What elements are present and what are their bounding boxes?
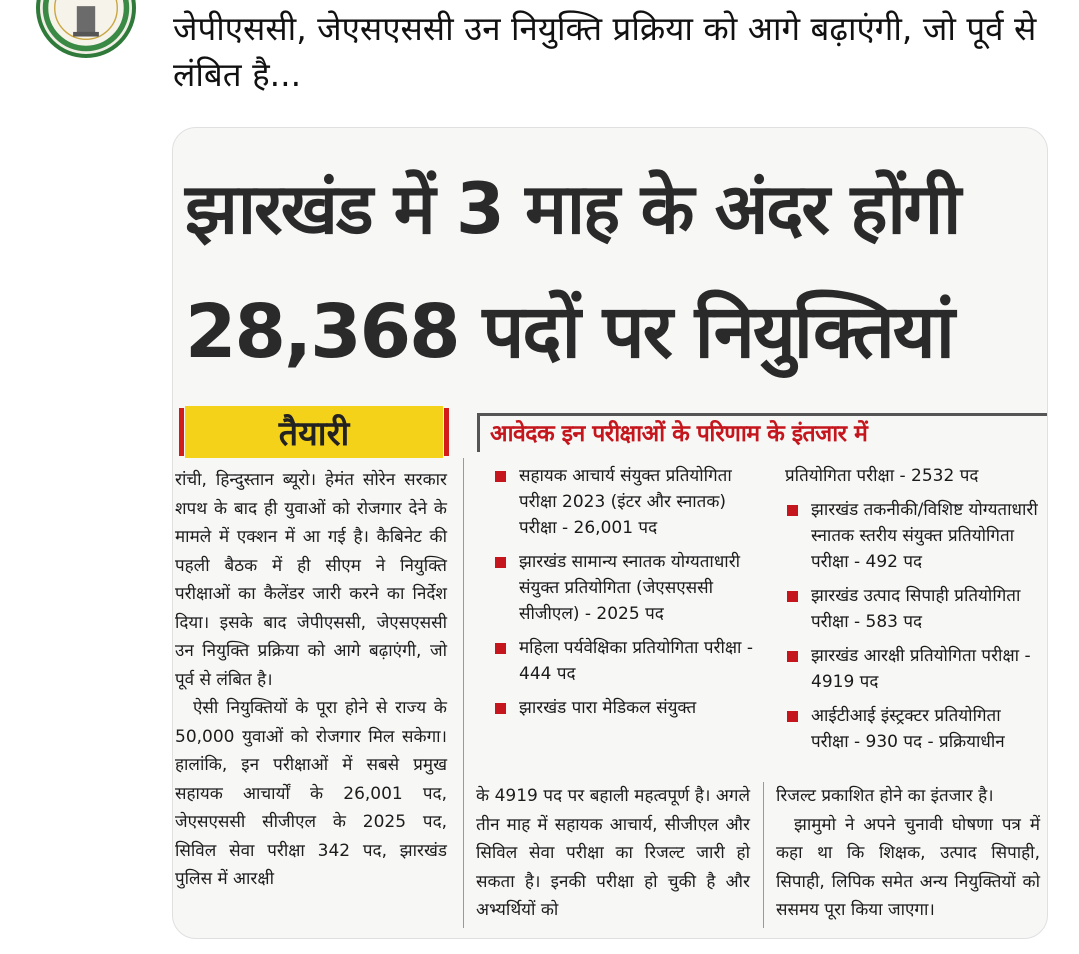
headline-line-1: झारखंड में 3 माह के अंदर होंगी <box>185 168 960 250</box>
list-item: झारखंड सामान्य स्नातक योग्यताधारी संयुक्त प्रतियोगिता (जेएसएससी सीजीएल) - 2025 पद <box>491 549 759 627</box>
badge-label: तैयारी <box>278 414 350 454</box>
middle-paragraph: के 4919 पद पर बहाली महत्वपूर्ण है। अगले तीन माह में सहायक आचार्य, सीजीएल और सिविल सेवा परीक्षा का रिजल्ट जारी हो सकता है। इनकी परीक्षा हो चुकी है और अभ्यर्थियों को <box>476 786 750 920</box>
left-paragraph-2: ऐसी नियुक्तियों के पूरा होने से राज्य के 50,000 युवाओं को रोजगार मिल सकेगा। हालांकि, इन परीक्षाओं में सबसे प्रमुख सहायक आचार्यों के 26,001 पद, जेएसएससी सीजीएल के 2025 पद, सिविल सेवा परीक्षा 342 पद, झारखंड पुलिस में आरक्षी <box>175 698 447 889</box>
right-paragraph-2: झामुमो ने अपने चुनावी घोषणा पत्र में कहा था कि शिक्षक, उत्पाद सिपाही, सिपाही, लिपिक समेत अन्य नियुक्तियों को ससमय पूरा किया जाएगा। <box>776 814 1040 920</box>
section-badge <box>185 406 443 458</box>
list-item: आईटीआई इंस्ट्रक्टर प्रतियोगिता परीक्षा - 930 पद - प्रक्रियाधीन <box>783 703 1041 755</box>
badge-bar-left <box>179 408 184 456</box>
news-clipping-image[interactable] <box>172 127 1048 939</box>
list-item: सहायक आचार्य संयुक्त प्रतियोगिता परीक्षा 2023 (इंटर और स्नातक) परीक्षा - 26,001 पद <box>491 463 759 541</box>
list-item: झारखंड उत्पाद सिपाही प्रतियोगिता परीक्षा - 583 पद <box>783 583 1041 635</box>
emblem-icon <box>40 0 132 54</box>
right-column <box>776 782 1040 925</box>
post-text: जेपीएससी, जेएसएससी उन नियुक्ति प्रक्रिया को आगे बढ़ाएंगी, जो पूर्व से लंबित है... <box>173 9 1037 94</box>
avatar[interactable] <box>36 0 136 58</box>
list-item: झारखंड पारा मेडिकल संयुक्त <box>491 695 759 721</box>
headline-line-2: 28,368 पदों पर नियुक्तियां <box>185 289 953 375</box>
exam-list-left <box>491 463 759 729</box>
box-title: आवेदक इन परीक्षाओं के परिणाम के इंतजार में <box>477 413 1048 452</box>
list-item: झारखंड तकनीकी/विशिष्ट योग्यताधारी स्नातक स्तरीय संयुक्त प्रतियोगिता परीक्षा - 492 पद <box>783 497 1041 575</box>
list-item: झारखंड आरक्षी प्रतियोगिता परीक्षा - 4919 पद <box>783 643 1041 695</box>
list-item: महिला पर्यवेक्षिका प्रतियोगिता परीक्षा - 444 पद <box>491 635 759 687</box>
list-item-continued: प्रतियोगिता परीक्षा - 2532 पद <box>785 466 979 486</box>
column-divider <box>763 782 764 928</box>
exam-list-right <box>783 463 1041 763</box>
badge-bar-right <box>444 408 449 456</box>
right-paragraph-1: रिजल्ट प्रकाशित होने का इंतजार है। <box>776 786 994 806</box>
column-divider <box>463 458 464 928</box>
left-column <box>175 466 447 894</box>
middle-column <box>476 782 750 925</box>
left-paragraph-1: रांची, हिन्दुस्तान ब्यूरो। हेमंत सोरेन सरकार शपथ के बाद ही युवाओं को रोजगार देने के मामले में एक्शन में आ गई है। कैबिनेट की पहली बैठक में ही सीएम ने नियुक्ति परीक्षाओं का कैलेंडर जारी करने का निर्देश दिया। इसके बाद जेपीएससी, जेएसएससी उन नियुक्ति प्रक्रिया को आगे बढ़ाएंगी, जो पूर्व से लंबित है। <box>175 470 447 690</box>
